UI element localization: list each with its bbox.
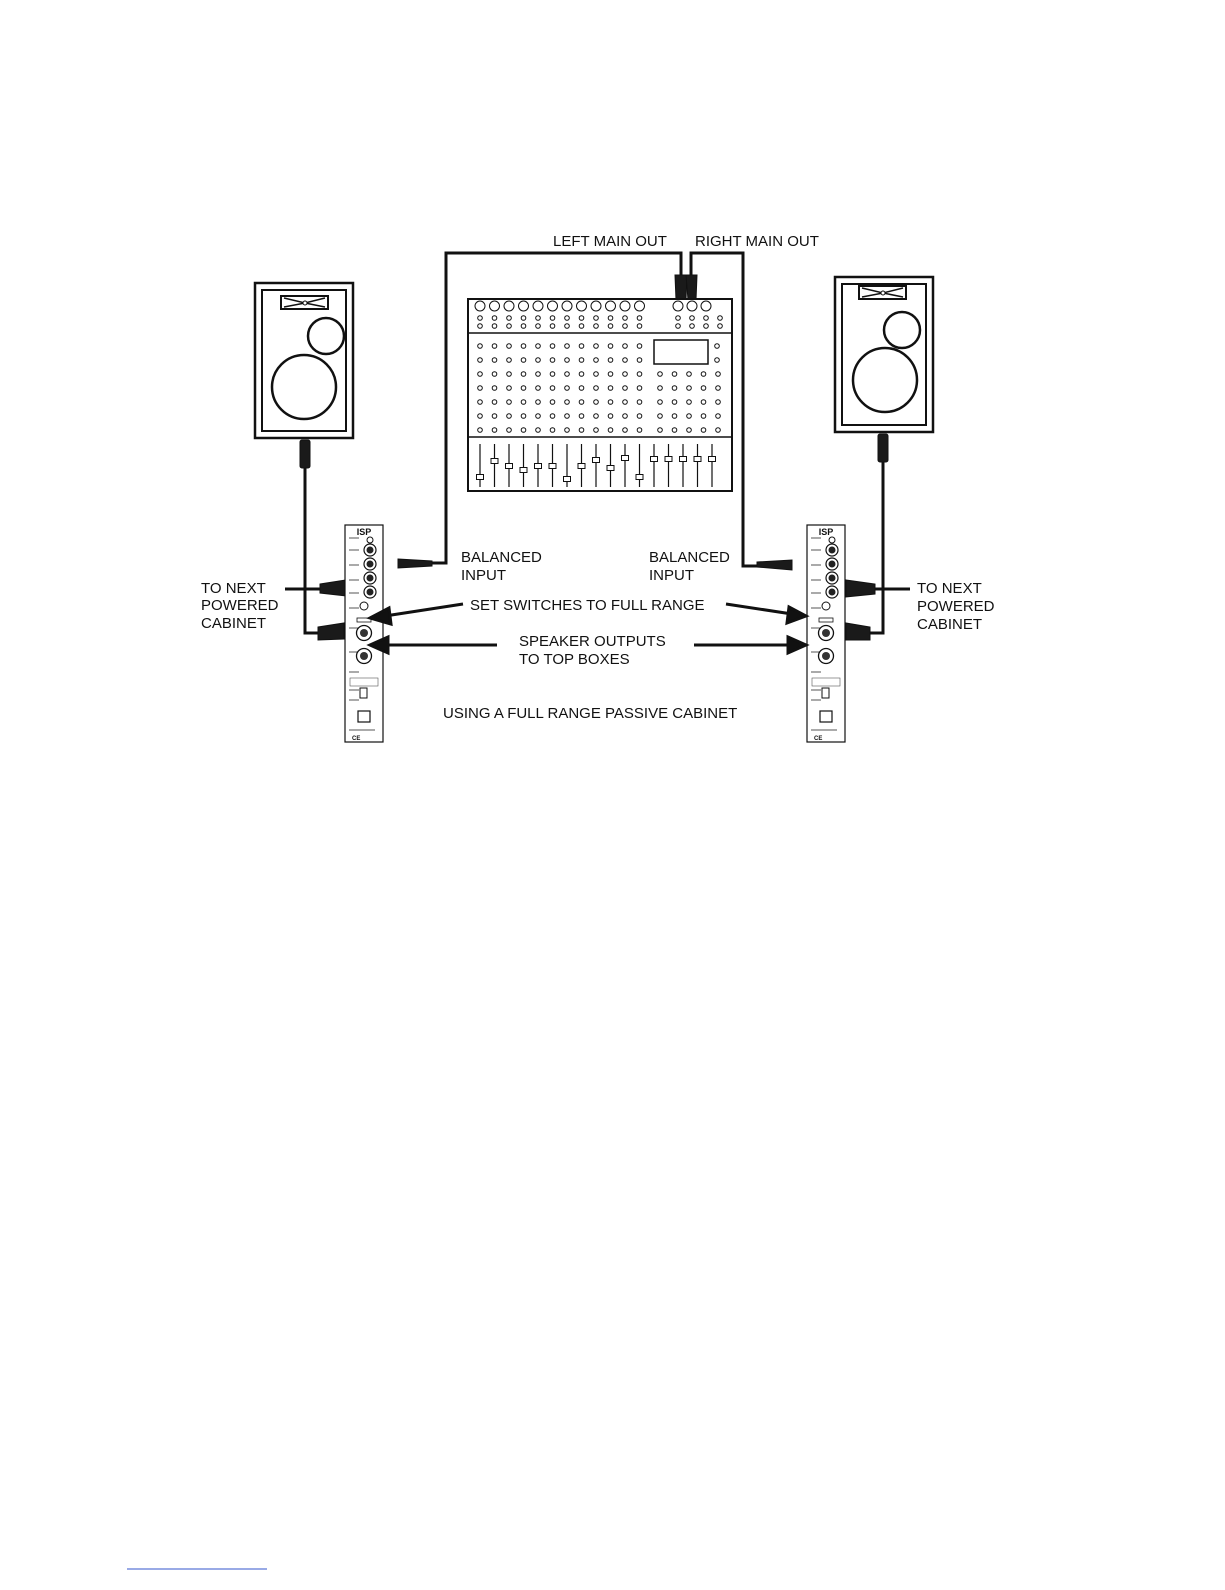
eq-knob-icon	[565, 358, 570, 363]
balanced-input-right-line1: BALANCED	[649, 549, 730, 566]
eq-knob-icon	[608, 372, 613, 377]
eq-knob-icon	[492, 400, 497, 405]
balanced-input-left-line2: INPUT	[461, 567, 506, 584]
socket-center	[360, 629, 368, 637]
trim-knob-icon	[550, 324, 555, 329]
eq-knob-icon	[579, 358, 584, 363]
eq-knob-icon	[565, 372, 570, 377]
eq-knob-icon	[507, 428, 512, 433]
set-switches-label: SET SWITCHES TO FULL RANGE	[470, 597, 705, 614]
eq-knob-icon	[608, 386, 613, 391]
arrow-head-right-icon	[787, 607, 806, 623]
eq-knob-icon	[492, 358, 497, 363]
eq-knob-icon	[550, 400, 555, 405]
to-next-right-line3: CABINET	[917, 616, 983, 633]
fader-cap	[578, 464, 585, 469]
trim-knob-icon	[637, 324, 642, 329]
gain-knob-icon	[504, 301, 514, 311]
ce-mark-icon: CE	[352, 736, 361, 742]
trim-knob-icon	[594, 324, 599, 329]
eq-knob-icon	[608, 358, 613, 363]
master-knob-icon	[718, 316, 723, 321]
eq-knob-icon	[550, 414, 555, 419]
trim-knob-icon	[536, 324, 541, 329]
eq-knob-icon	[608, 414, 613, 419]
gain-knob-icon	[606, 301, 616, 311]
eq-knob-icon	[478, 428, 483, 433]
trim-knob-icon	[608, 324, 613, 329]
trim-knob-icon	[507, 316, 512, 321]
trim-knob-icon	[550, 316, 555, 321]
eq-knob-icon	[507, 358, 512, 363]
gain-knob-icon	[577, 301, 587, 311]
balanced-input-right-line2: INPUT	[649, 567, 694, 584]
eq-knob-icon	[521, 414, 526, 419]
eq-knob-icon	[507, 414, 512, 419]
bus-knob-icon	[701, 400, 706, 405]
left-amp-panel	[345, 525, 383, 742]
trim-knob-icon	[521, 324, 526, 329]
master-knob-icon	[687, 301, 697, 311]
eq-knob-icon	[579, 386, 584, 391]
eq-knob-icon	[623, 372, 628, 377]
trim-knob-icon	[637, 316, 642, 321]
fader-cap	[477, 475, 484, 480]
left-speaker-cabinet	[255, 283, 353, 438]
bus-knob-icon	[672, 372, 677, 377]
bus-knob-icon	[701, 414, 706, 419]
eq-knob-icon	[579, 428, 584, 433]
bus-knob-icon	[687, 400, 692, 405]
bus-knob-icon	[672, 428, 677, 433]
eq-knob-icon	[623, 358, 628, 363]
bus-knob-icon	[672, 386, 677, 391]
master-knob-icon	[704, 316, 709, 321]
range-switch-icon	[822, 602, 830, 610]
eq-knob-icon	[536, 372, 541, 377]
eq-knob-icon	[623, 428, 628, 433]
eq-knob-icon	[623, 400, 628, 405]
diagram-caption: USING A FULL RANGE PASSIVE CABINET	[443, 705, 738, 722]
tweeter-icon	[884, 312, 920, 348]
eq-knob-icon	[608, 344, 613, 349]
trim-knob-icon	[492, 316, 497, 321]
eq-knob-icon	[594, 428, 599, 433]
gain-knob-icon	[635, 301, 645, 311]
master-knob-icon	[718, 324, 723, 329]
eq-knob-icon	[521, 372, 526, 377]
socket-center	[360, 652, 368, 660]
left-speaker-link-cable	[305, 468, 320, 633]
gain-knob-icon	[490, 301, 500, 311]
fader-cap	[694, 457, 701, 462]
eq-knob-icon	[478, 400, 483, 405]
socket-center	[829, 547, 836, 554]
fader-cap	[535, 464, 542, 469]
trim-knob-icon	[623, 316, 628, 321]
eq-knob-icon	[521, 428, 526, 433]
fader-cap	[680, 457, 687, 462]
eq-knob-icon	[492, 414, 497, 419]
eq-knob-icon	[492, 428, 497, 433]
eq-knob-icon	[608, 428, 613, 433]
left-output-xlr-icon	[318, 623, 344, 640]
eq-knob-icon	[550, 428, 555, 433]
eq-knob-icon	[478, 386, 483, 391]
right-speaker-xlr-icon	[878, 434, 888, 462]
eq-knob-icon	[521, 358, 526, 363]
eq-knob-icon	[565, 386, 570, 391]
right-balanced-input-xlr-icon	[757, 560, 792, 570]
fader-cap	[549, 464, 556, 469]
bus-knob-icon	[701, 372, 706, 377]
balanced-input-left-line1: BALANCED	[461, 549, 542, 566]
master-knob-icon	[676, 316, 681, 321]
eq-knob-icon	[550, 372, 555, 377]
eq-knob-icon	[594, 358, 599, 363]
left-balanced-input-xlr-icon	[398, 559, 432, 568]
ce-mark-icon: CE	[814, 736, 823, 742]
bus-knob-icon	[672, 414, 677, 419]
power-switch-icon	[360, 688, 367, 698]
eq-knob-icon	[594, 400, 599, 405]
mixer-display	[654, 340, 708, 364]
bus-knob-icon	[687, 386, 692, 391]
eq-knob-icon	[637, 344, 642, 349]
woofer-icon	[272, 355, 336, 419]
master-knob-icon	[690, 316, 695, 321]
eq-knob-icon	[637, 358, 642, 363]
eq-knob-icon	[492, 344, 497, 349]
fader-cap	[506, 464, 513, 469]
eq-knob-icon	[521, 386, 526, 391]
gain-knob-icon	[475, 301, 485, 311]
trim-knob-icon	[579, 316, 584, 321]
fader-cap	[520, 468, 527, 473]
eq-knob-icon	[579, 372, 584, 377]
trim-knob-icon	[579, 324, 584, 329]
power-switch-icon	[822, 688, 829, 698]
eq-knob-icon	[478, 358, 483, 363]
eq-knob-icon	[478, 344, 483, 349]
master-knob-icon	[690, 324, 695, 329]
to-next-right-line1: TO NEXT	[917, 580, 982, 597]
eq-knob-icon	[637, 428, 642, 433]
eq-knob-icon	[536, 386, 541, 391]
trim-knob-icon	[565, 316, 570, 321]
trim-knob-icon	[507, 324, 512, 329]
trim-knob-icon	[521, 316, 526, 321]
to-next-right-line2: POWERED	[917, 598, 995, 615]
eq-knob-icon	[594, 372, 599, 377]
socket-center	[367, 547, 374, 554]
gain-knob-icon	[591, 301, 601, 311]
eq-knob-icon	[536, 344, 541, 349]
eq-knob-icon	[637, 400, 642, 405]
trim-knob-icon	[623, 324, 628, 329]
fader-cap	[636, 475, 643, 480]
bus-knob-icon	[658, 414, 663, 419]
eq-knob-icon	[608, 400, 613, 405]
fader-cap	[651, 457, 658, 462]
eq-knob-icon	[478, 372, 483, 377]
eq-knob-icon	[507, 400, 512, 405]
eq-knob-icon	[536, 400, 541, 405]
fader-cap	[491, 459, 498, 464]
bus-knob-icon	[658, 400, 663, 405]
mixing-console	[468, 299, 732, 491]
trim-knob-icon	[478, 324, 483, 329]
to-next-left-line2: POWERED	[201, 597, 279, 614]
mixer-left-xlr-icon	[675, 275, 687, 300]
fader-cap	[709, 457, 716, 462]
to-next-left-line3: CABINET	[201, 615, 267, 632]
bus-knob-icon	[701, 428, 706, 433]
socket-center	[367, 561, 374, 568]
gain-knob-icon	[533, 301, 543, 311]
socket-center	[822, 629, 830, 637]
bus-knob-icon	[658, 428, 663, 433]
eq-knob-icon	[536, 428, 541, 433]
eq-knob-icon	[594, 414, 599, 419]
socket-center	[367, 589, 374, 596]
eq-knob-icon	[536, 358, 541, 363]
master-knob-icon	[673, 301, 683, 311]
eq-knob-icon	[507, 386, 512, 391]
left-main-out-label: LEFT MAIN OUT	[553, 233, 667, 250]
mains-inlet-icon	[820, 711, 832, 722]
fader-cap	[593, 458, 600, 463]
eq-knob-icon	[637, 414, 642, 419]
trim-knob-icon	[565, 324, 570, 329]
eq-knob-icon	[594, 386, 599, 391]
bus-knob-icon	[716, 428, 721, 433]
eq-knob-icon	[521, 400, 526, 405]
eq-knob-icon	[478, 414, 483, 419]
master-knob-icon	[704, 324, 709, 329]
eq-knob-icon	[565, 400, 570, 405]
right-speaker-cabinet	[835, 277, 933, 432]
eq-knob-icon	[550, 358, 555, 363]
trim-knob-icon	[536, 316, 541, 321]
to-next-left-line1: TO NEXT	[201, 580, 266, 597]
bus-knob-icon	[716, 386, 721, 391]
eq-knob-icon	[507, 372, 512, 377]
amp-brand-logo: ISP	[818, 527, 834, 537]
woofer-icon	[853, 348, 917, 412]
eq-knob-icon	[565, 428, 570, 433]
tweeter-icon	[308, 318, 344, 354]
bus-knob-icon	[716, 400, 721, 405]
eq-knob-icon	[637, 386, 642, 391]
right-output-xlr-icon	[846, 623, 870, 640]
bus-knob-icon	[658, 372, 663, 377]
trim-knob-icon	[492, 324, 497, 329]
right-amp-panel	[807, 525, 845, 742]
trim-knob-icon	[594, 316, 599, 321]
bus-knob-icon	[716, 372, 721, 377]
master-knob-icon	[676, 324, 681, 329]
bus-knob-icon	[687, 372, 692, 377]
socket-center	[829, 589, 836, 596]
bus-knob-icon	[715, 344, 720, 349]
trim-knob-icon	[608, 316, 613, 321]
mode-switch-icon	[819, 618, 833, 622]
gain-knob-icon	[562, 301, 572, 311]
bus-knob-icon	[701, 386, 706, 391]
bus-knob-icon	[687, 414, 692, 419]
speaker-outputs-line2: TO TOP BOXES	[519, 651, 630, 668]
left-speaker-xlr-icon	[300, 440, 310, 468]
mains-inlet-icon	[358, 711, 370, 722]
left-next-xlr-icon	[320, 580, 346, 596]
eq-knob-icon	[637, 372, 642, 377]
bus-knob-icon	[715, 358, 720, 363]
mixer-right-xlr-icon	[686, 275, 697, 300]
eq-knob-icon	[521, 344, 526, 349]
gain-knob-icon	[519, 301, 529, 311]
eq-knob-icon	[579, 400, 584, 405]
eq-knob-icon	[550, 386, 555, 391]
bus-knob-icon	[672, 400, 677, 405]
socket-center	[829, 575, 836, 582]
eq-knob-icon	[492, 386, 497, 391]
socket-center	[367, 575, 374, 582]
fader-cap	[622, 456, 629, 461]
eq-knob-icon	[623, 344, 628, 349]
eq-knob-icon	[492, 372, 497, 377]
right-next-xlr-icon	[846, 580, 875, 597]
arrow-head-right-icon	[788, 637, 806, 653]
master-knob-icon	[701, 301, 711, 311]
fader-cap	[665, 457, 672, 462]
gain-knob-icon	[548, 301, 558, 311]
socket-center	[822, 652, 830, 660]
eq-knob-icon	[565, 344, 570, 349]
warning-label	[812, 678, 840, 686]
eq-knob-icon	[550, 344, 555, 349]
eq-knob-icon	[594, 344, 599, 349]
right-main-out-label: RIGHT MAIN OUT	[695, 233, 819, 250]
eq-knob-icon	[565, 414, 570, 419]
eq-knob-icon	[579, 414, 584, 419]
eq-knob-icon	[623, 386, 628, 391]
speaker-outputs-line1: SPEAKER OUTPUTS	[519, 633, 666, 650]
warning-label	[350, 678, 378, 686]
amp-brand-logo: ISP	[356, 527, 372, 537]
gain-knob-icon	[620, 301, 630, 311]
eq-knob-icon	[579, 344, 584, 349]
range-switch-icon	[360, 602, 368, 610]
bus-knob-icon	[716, 414, 721, 419]
eq-knob-icon	[536, 414, 541, 419]
fader-cap	[564, 477, 571, 482]
trim-knob-icon	[478, 316, 483, 321]
indicator-led-icon	[367, 537, 373, 543]
bus-knob-icon	[687, 428, 692, 433]
eq-knob-icon	[507, 344, 512, 349]
socket-center	[829, 561, 836, 568]
right-speaker-link-cable	[870, 462, 883, 633]
bus-knob-icon	[658, 386, 663, 391]
fader-cap	[607, 466, 614, 471]
indicator-led-icon	[829, 537, 835, 543]
eq-knob-icon	[623, 414, 628, 419]
